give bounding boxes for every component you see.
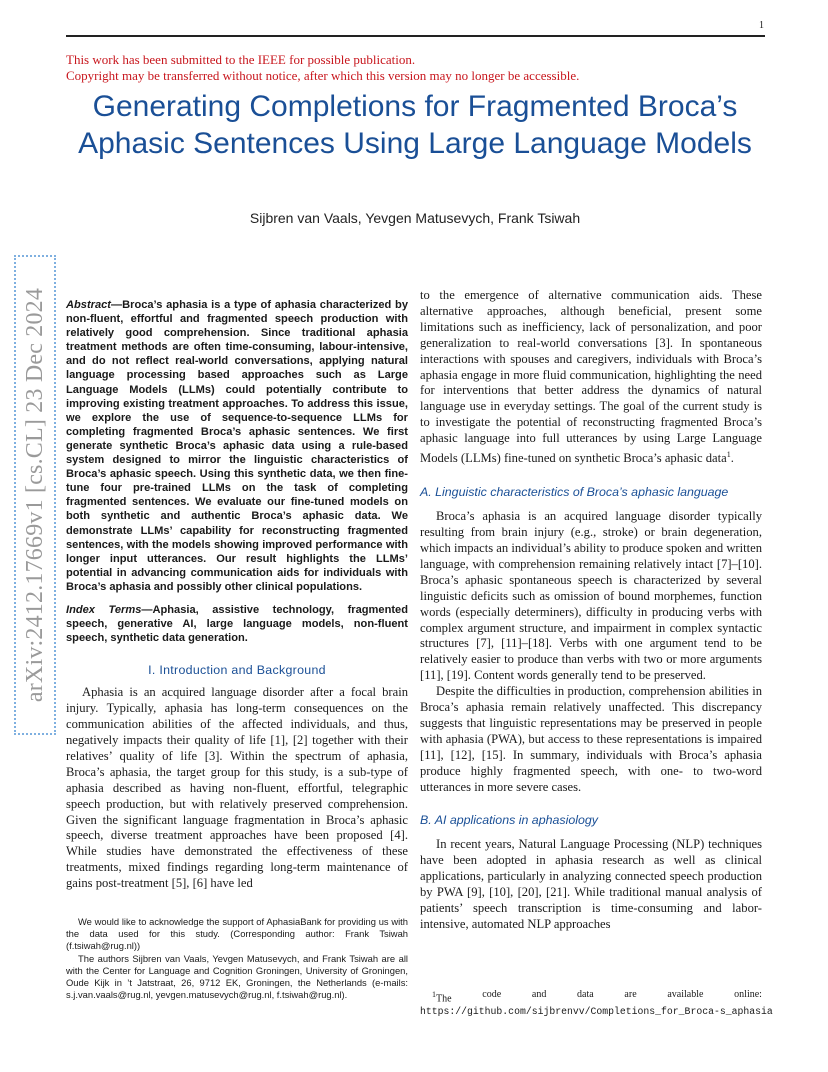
footnotes-left <box>66 916 408 1001</box>
index-terms <box>66 603 408 645</box>
ieee-notice <box>66 52 579 84</box>
footnote-code-word: data <box>577 989 594 1000</box>
author-list: Sijbren van Vaals, Yevgen Matusevych, Frank Tsiwah <box>249 210 581 226</box>
footnote-affiliation: The authors Sijbren van Vaals, Yevgen Matusevych, and Frank Tsiwah are all with the Center for Language and Cognition Groningen, University of Groningen, Oude Kijk in ’t Jatstraat, 26, 9712 EK, Groningen, the Netherlands (e-mails: s.j.van.vaals@rug.nl, yevgen.matusevych@rug.nl, f.tsiwah@rug.nl). <box>66 952 408 1001</box>
section-heading-intro: I. Introduction and Background <box>148 663 326 678</box>
footnote-code-word: online: <box>734 989 762 1000</box>
subsection-a-paragraph-2: Despite the difficulties in production, comprehension abilities in Broca’s aphasia remain relatively unaffected. This discrepancy suggests that linguistic representations may be preserved in people with aphasia (PWA), but access to these representations is impaired [11], [12], [15]. In summary, individuals with Broca’s aphasia produce highly fragmented speech, with one- to two-word utterances in more severe cases. <box>420 684 762 794</box>
footnote-code-line <box>420 988 762 1005</box>
index-terms-lead: Index Terms <box>66 603 142 616</box>
notice-line-1: This work has been submitted to the IEEE for possible publication. <box>66 52 416 67</box>
footnote-code-word: are <box>624 989 637 1000</box>
paper-title: Generating Completions for Fragmented Broca’s Aphasic Sentences Using Large Language Models <box>78 90 752 160</box>
subsection-heading-b: B. AI applications in aphasiology <box>420 813 598 828</box>
intro-paragraph-1: Aphasia is an acquired language disorder after a focal brain injury. Typically, aphasia has long-term consequences on the communication abilities of the affected individuals, and thus, negatively impacts their quality of life [1], [2] together with their relatives’ quality of life [3]. Within the spectrum of aphasia, Broca’s aphasia, the target group for this study, is a sub-type of aphasia described as having non-fluent, effortful, telegraphic speech production, but with relatively preserved comprehension. Given the significant language fragmentation in Broca’s aphasic speech, diverse treatment approaches have been proposed [4]. While studies have demonstrated the effectiveness of these treatments, mixed findings regarding long-term maintenance of gains post-treatment [5], [6] have led <box>66 685 408 891</box>
page-number: 1 <box>759 20 764 31</box>
footnote-marker: 1 <box>726 450 731 460</box>
footnote-code-word: available <box>667 989 704 1000</box>
subsection-b-paragraph-1: In recent years, Natural Language Processing (NLP) techniques have been adopted in aphasia research as well as clinical applications, particularly in analyzing connected speech production by PWA [9], [10], [20], [21]. While traditional manual analysis of patients’ speech transcription is time-consuming and labor-intensive, automated NLP approaches <box>420 837 762 931</box>
footnote-code-marker: 1 <box>432 990 436 999</box>
code-url-link[interactable]: https://github.com/sijbrenvv/Completions_for_Broca-s_aphasia <box>420 1006 773 1018</box>
footnote-code <box>420 988 812 1018</box>
footnote-acknowledgement: We would like to acknowledge the support of AphasiaBank for providing us with the data used for this study. (Corresponding author: Frank Tsiwah (f.tsiwah@rug.nl)) <box>66 916 408 952</box>
right-column <box>420 288 762 933</box>
abstract <box>66 298 408 594</box>
intro-paragraph-1-continued <box>420 288 762 467</box>
abstract-lead: Abstract <box>66 299 112 311</box>
subsection-a-paragraph-1: Broca’s aphasia is an acquired language disorder typically resulting from brain injury (e.g., stroke) or brain degeneration, which impacts an individual’s ability to produce spoken and written language, with comprehension remaining relatively intact [7]–[10]. Broca’s aphasic spontaneous speech is characterized by several linguistic deficits such as omission of bound morphemes, function words (especially determiners), difficulty in producing verbs with complex argument structure, and impairment in complex syntactic structures [7], [11]–[18]. Verbs with one argument tend to be relatively easier to produce than verbs with two or more arguments [11], [19]. Content words generally tend to be preserved. <box>420 509 762 683</box>
footnote-code-word: code <box>482 989 502 1000</box>
notice-line-2: Copyright may be transferred without notice, after which this version may no longer be accessible. <box>66 68 580 83</box>
intro-cont-end: . <box>730 451 734 466</box>
intro-cont-text: to the emergence of alternative communication aids. These alternative approaches, although beneficial, present some limitations such as inefficiency, lack of personalization, and poor generalization to real-world conversations [3]. In spontaneous interactions with spouses and caregivers, individuals with Broca’s aphasia engage in more fluid communication, highlighting the need for interventions that better address the dynamics of natural language use in everyday settings. The goal of the current study is to investigate the potential of reconstructing fragmented Broca’s aphasic language into full utterances by using Large Language Models (LLMs) fine-tuned on synthetic Broca’s aphasic data <box>420 288 762 466</box>
header-rule <box>66 35 765 37</box>
abstract-text: —Broca’s aphasia is a type of aphasia characterized by non-fluent, effortful and fragmented speech production with relatively good comprehension. Since traditional aphasia treatment methods are often time-consuming, labour-intensive, and do not reflect real-world conversations, applying natural language processing based approaches such as Large Language Models (LLMs) could potentially contribute to improving existing treatment approaches. To address this issue, we explore the use of sequence-to-sequence LLMs for completing fragmented Broca’s aphasic sentences. We first generate synthetic Broca’s aphasic data using a rule-based system designed to mirror the linguistic characteristics of Broca’s aphasic speech. Using this synthetic data, we then fine-tune four pre-trained LLMs on the task of completing fragmented sentences. We evaluate our fine-tuned models on both synthetic and authentic Broca’s aphasic data. We demonstrate LLMs’ capability for reconstructing fragmented sentences, with the models showing improved performance with longer input utterances. Our result highlights the LLMs’ potential in advancing communication aids for individuals with Broca’s aphasia and possibly other clinical populations. <box>66 299 408 593</box>
footnote-code-word: and <box>531 989 547 1000</box>
subsection-heading-a: A. Linguistic characteristics of Broca’s aphasic language <box>420 485 729 500</box>
left-column <box>66 298 408 892</box>
arxiv-stamp: arXiv:2412.17669v1 [cs.CL] 23 Dec 2024 <box>14 255 56 735</box>
index-terms-text: —Aphasia, assistive technology, fragmented speech, generative AI, large language models, non-fluent speech, synthetic data generation. <box>66 603 408 645</box>
footnote-code-word: $^1$The <box>432 990 452 1005</box>
